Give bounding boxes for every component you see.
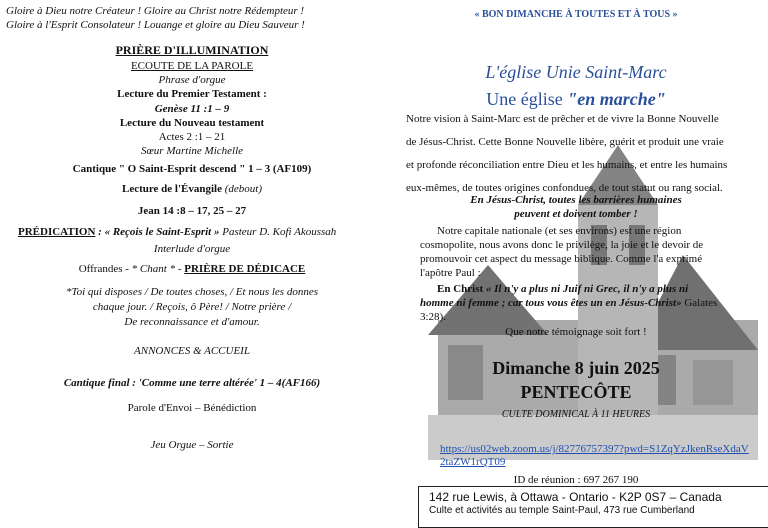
- christ-line-2: [420, 297, 717, 309]
- address-line-2: Culte et activités au temple Saint-Paul, 473 rue Cumberland: [429, 505, 695, 516]
- service-date: Dimanche 8 juin 2025: [492, 358, 660, 378]
- jean-ref: Jean 14 :8 – 17, 25 – 27: [137, 205, 247, 217]
- zoom-link-line-2[interactable]: 2taZW1rQT09: [440, 456, 506, 468]
- greeting: « BON DIMANCHE À TOUTES ET À TOUS »: [474, 9, 678, 20]
- predicateur: Pasteur D. Kofi Akoussah: [222, 226, 337, 238]
- capitale-line-4: l'apôtre Paul :: [420, 267, 481, 279]
- order-of-service: [0, 0, 384, 513]
- phrase-orgue: Phrase d'orgue: [158, 74, 226, 86]
- predication-title: : « Reçois le Saint-Esprit »: [98, 226, 220, 238]
- jeu-orgue: Jeu Orgue – Sortie: [150, 439, 234, 451]
- barrieres-line-1: En Jésus-Christ, toutes les barrières humaines: [470, 194, 682, 206]
- ecoute-heading: ECOUTE DE LA PAROLE: [130, 60, 254, 72]
- lectrice: Sœur Martine Michelle: [140, 145, 244, 157]
- christ-label: En Christ: [437, 283, 484, 295]
- vision-line-1: Notre vision à Saint-Marc est de prêcher et de vivre la Bonne Nouvelle: [406, 113, 719, 125]
- predication-label: PRÉDICATION: [18, 226, 96, 238]
- parole-envoi: Parole d'Envoi – Bénédiction: [127, 402, 257, 414]
- culte-time: CULTE DOMINICAL À 11 HEURES: [501, 409, 651, 420]
- dedicace-line-2: chaque jour. / Reçois, ô Père! / Notre prière /: [92, 301, 292, 313]
- priere-illumination-heading: PRIÈRE D'ILLUMINATION: [115, 43, 269, 57]
- actes-ref: Actes 2 :1 – 21: [158, 131, 226, 143]
- dedicace-line-1: *Toi qui disposes / De toutes choses, / Et nous les donnes: [66, 286, 318, 298]
- lecture-at: Lecture du Premier Testament :: [117, 88, 267, 100]
- capitale-line-2: cosmopolite, nous avons donc le privilège, la joie et le devoir de: [420, 239, 704, 251]
- debout-note: (debout): [224, 183, 263, 195]
- predication-line: [18, 226, 336, 238]
- dedicace-line-3: De reconnaissance et d'amour.: [124, 316, 260, 328]
- galates-ref: Galates: [681, 297, 718, 309]
- christ-quote-2: homme ni femme ; car tous vous êtes un en Jésus-Christ»: [420, 297, 682, 309]
- address-line-1: 142 rue Lewis, à Ottawa - Ontario - K2P 0S7 – Canada: [429, 490, 722, 504]
- annonces: ANNONCES & ACCUEIL: [134, 345, 250, 357]
- offrandes-dash: -: [175, 263, 185, 275]
- barrieres-line-2: peuvent et doivent tomber !: [514, 208, 638, 220]
- doxology-line-1: Gloire à Dieu notre Créateur ! Gloire au Christ notre Rédempteur !: [6, 5, 305, 17]
- lecture-evangile: [0, 183, 384, 195]
- feast-name: PENTECÔTE: [520, 382, 632, 402]
- vision-line-2: de Jésus-Christ. Cette Bonne Nouvelle libère, guérit et produit une vraie: [406, 136, 724, 148]
- doxology-line-2: Gloire à l'Esprit Consolateur ! Louange et gloire au Dieu Sauveur !: [6, 19, 305, 31]
- tagline-prefix: Une église: [486, 89, 568, 109]
- barrieres: [384, 193, 768, 221]
- meeting-id: ID de réunion : 697 267 190: [513, 474, 639, 486]
- christ-line-3: 3:28).: [420, 311, 446, 323]
- zoom-link-line-1[interactable]: https://us02web.zoom.us/j/82776757397?pwd=S1ZqYzJkenRseXdaV: [440, 443, 749, 455]
- offrandes-label: Offrandes -: [78, 263, 132, 275]
- priere-dedicace-label: PRIÈRE DE DÉDICACE: [184, 263, 306, 275]
- temoignage: Que notre témoignage soit fort !: [505, 326, 647, 338]
- christ-line-1: [437, 283, 688, 295]
- cantique-1: Cantique " O Saint-Esprit descend " 1 – 3 (AF109): [72, 163, 312, 175]
- genese-ref: Genèse 11 :1 – 9: [154, 103, 230, 115]
- lecture-nt: Lecture du Nouveau testament: [119, 117, 265, 129]
- address-box: [418, 486, 768, 528]
- tagline-quote: "en marche": [567, 89, 666, 109]
- church-tagline: [384, 89, 768, 110]
- vision-line-4: eux-mêmes, de toutes origines confondues, de tout statut ou rang social.: [406, 182, 723, 194]
- capitale-line-3: promouvoir cet aspect du message biblique. Comme l'a exprimé: [420, 253, 703, 265]
- christ-quote-1: « Il n'y a plus ni Juif ni Grec, il n'y a plus ni: [483, 283, 689, 295]
- church-name: L'église Unie Saint-Marc: [485, 62, 667, 82]
- vision-line-3: et profonde réconciliation entre Dieu et les humains, et entre les humains: [406, 159, 728, 171]
- chant-label: * Chant *: [131, 263, 176, 275]
- interlude: Interlude d'orgue: [153, 243, 231, 255]
- lecture-evangile-label: Lecture de l'Évangile: [121, 183, 222, 195]
- offrandes-line: [0, 263, 384, 275]
- cantique-final: Cantique final : 'Comme une terre altérée' 1 – 4(AF166): [63, 377, 321, 389]
- capitale-line-1: Notre capitale nationale (et ses environs) est une région: [437, 225, 682, 237]
